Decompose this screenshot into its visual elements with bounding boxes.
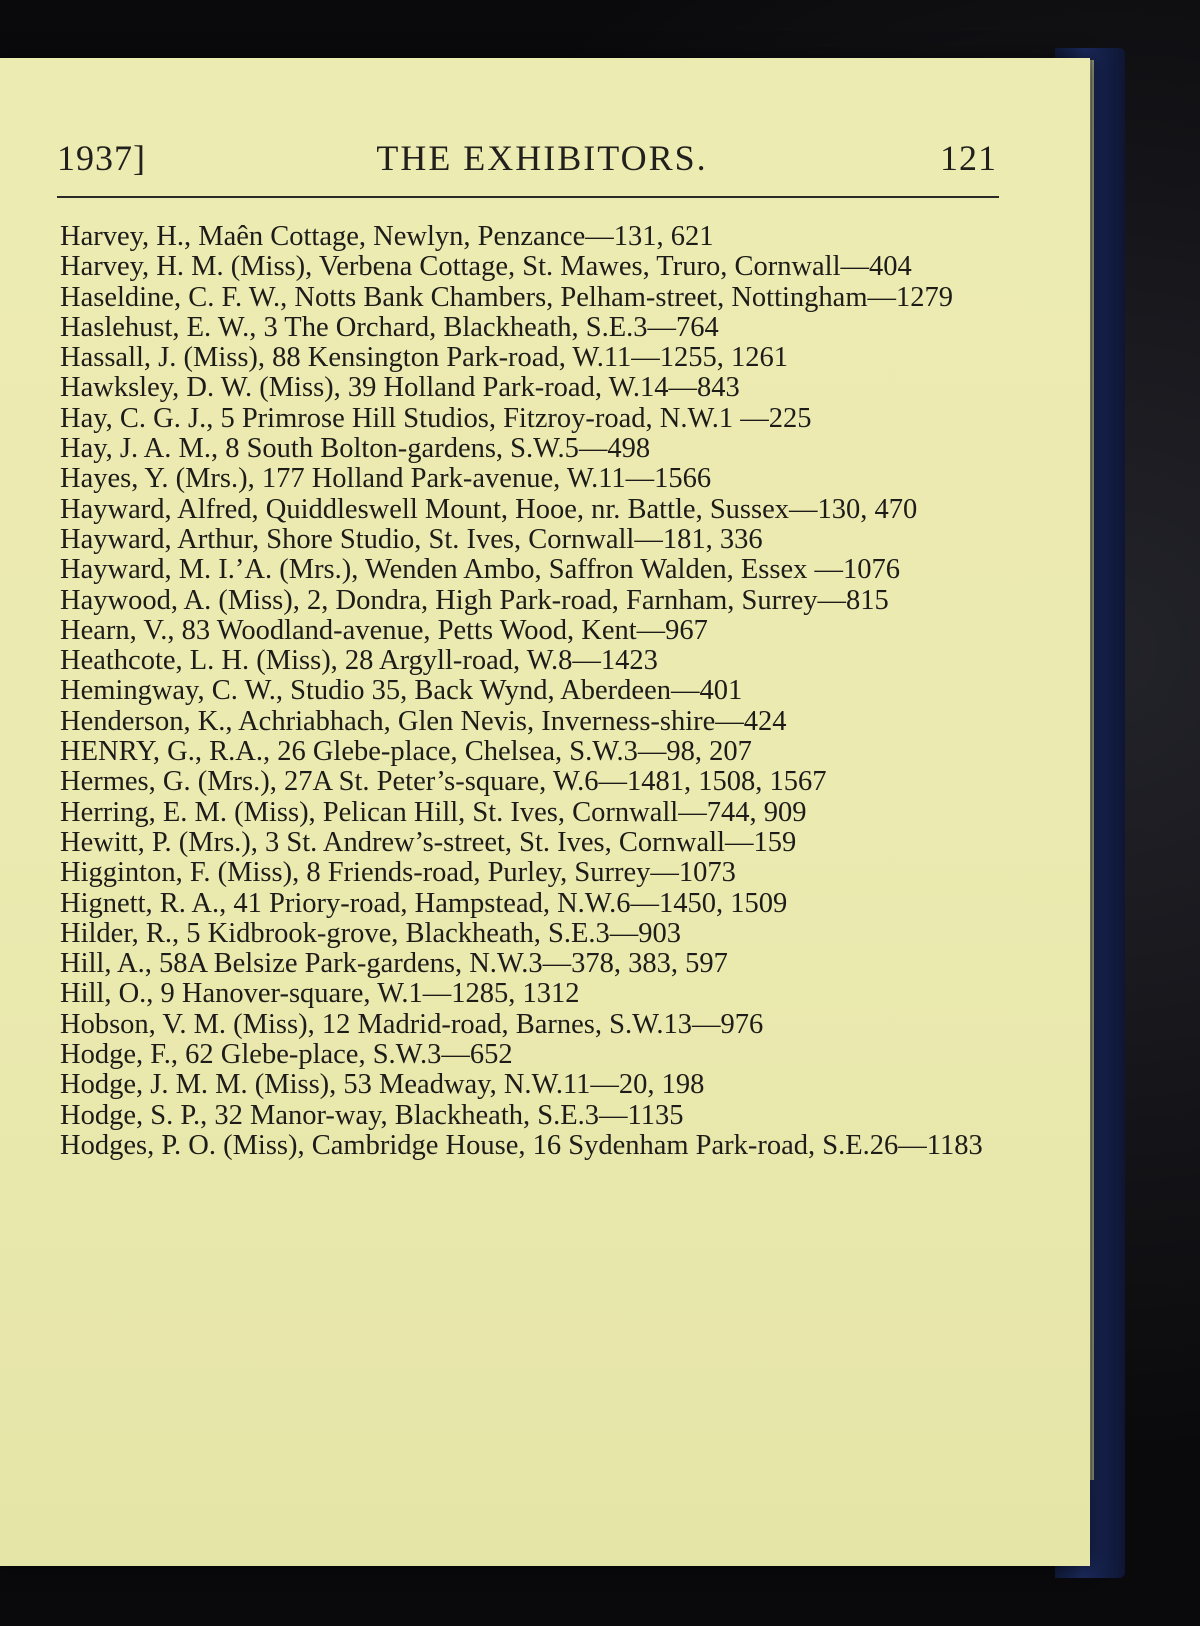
list-item: Hewitt, P. (Mrs.), 3 St. Andrew’s-street, St. Ives, Cornwall—159 [60,826,797,858]
list-item: Harvey, H., Maên Cottage, Newlyn, Penzance—131, 621 [60,221,714,252]
running-head [57,137,997,183]
list-item: Hassall, J. (Miss), 88 Kensington Park-road, W.11—1255, 1261 [60,342,789,374]
list-item: Hawksley, D. W. (Miss), 39 Holland Park-road, W.14—843 [60,372,740,404]
list-item: Hermes, G. (Mrs.), 27A St. Peter’s-square, W.6—1481, 1508, 1567 [60,766,827,798]
page-number: 121 [940,138,997,178]
list-item: HENRY, G., R.A., 26 Glebe-place, Chelsea, S.W.3—98, 207 [60,736,752,768]
list-item: Hignett, R. A., 41 Priory-road, Hampstead, N.W.6—1450, 1509 [60,887,788,919]
list-item: Hodge, J. M. M. (Miss), 53 Meadway, N.W.11—20, 198 [60,1069,705,1101]
list-item: Haywood, A. (Miss), 2, Dondra, High Park-road, Farnham, Surrey—815 [60,584,889,616]
header-year: 1937] [57,138,146,178]
list-item: Henderson, K., Achriabhach, Glen Nevis, Inverness-shire—424 [60,705,787,737]
page-title: THE EXHIBITORS. [376,138,708,178]
list-item: Herring, E. M. (Miss), Pelican Hill, St. Ives, Cornwall—744, 909 [60,796,807,828]
list-item: Hobson, V. M. (Miss), 12 Madrid-road, Barnes, S.W.13—976 [60,1008,764,1040]
header-rule [57,196,999,198]
list-item: Hay, C. G. J., 5 Primrose Hill Studios, Fitzroy-road, N.W.1 —225 [60,402,812,434]
list-item: Hemingway, C. W., Studio 35, Back Wynd, Aberdeen—401 [60,675,743,707]
list-item: Hodge, F., 62 Glebe-place, S.W.3—652 [60,1039,513,1071]
list-item: Harvey, H. M. (Miss), Verbena Cottage, St. Mawes, Truro, Cornwall—404 [60,251,912,283]
list-item: Hayward, M. I.’A. (Mrs.), Wenden Ambo, Saffron Walden, Essex —1076 [60,554,900,586]
list-item: Hilder, R., 5 Kidbrook-grove, Blackheath, S.E.3—903 [60,917,682,949]
list-item: Hayward, Alfred, Quiddleswell Mount, Hooe, nr. Battle, Sussex—130, 470 [60,493,918,525]
list-item: Haslehust, E. W., 3 The Orchard, Blackheath, S.E.3—764 [60,311,719,343]
list-item: Hayes, Y. (Mrs.), 177 Holland Park-avenue, W.11—1566 [60,463,712,495]
list-item: Hearn, V., 83 Woodland-avenue, Petts Wood, Kent—967 [60,614,708,646]
list-item: Hill, O., 9 Hanover-square, W.1—1285, 1312 [60,978,580,1010]
list-item: Hayward, Arthur, Shore Studio, St. Ives, Cornwall—181, 336 [60,523,763,555]
list-item: Higginton, F. (Miss), 8 Friends-road, Purley, Surrey—1073 [60,857,736,889]
list-item: Hodges, P. O. (Miss), Cambridge House, 16 Sydenham Park-road, S.E.26—1183 [60,1129,983,1161]
list-item: Hodge, S. P., 32 Manor-way, Blackheath, S.E.3—1135 [60,1099,684,1131]
exhibitor-list [60,222,1000,1161]
list-item: Hay, J. A. M., 8 South Bolton-gardens, S.W.5—498 [60,433,651,465]
list-item: Heathcote, L. H. (Miss), 28 Argyll-road, W.8—1423 [60,645,658,677]
list-item: Hill, A., 58A Belsize Park-gardens, N.W.3—378, 383, 597 [60,948,728,980]
list-item: Haseldine, C. F. W., Notts Bank Chambers, Pelham-street, Nottingham—1279 [60,281,954,313]
